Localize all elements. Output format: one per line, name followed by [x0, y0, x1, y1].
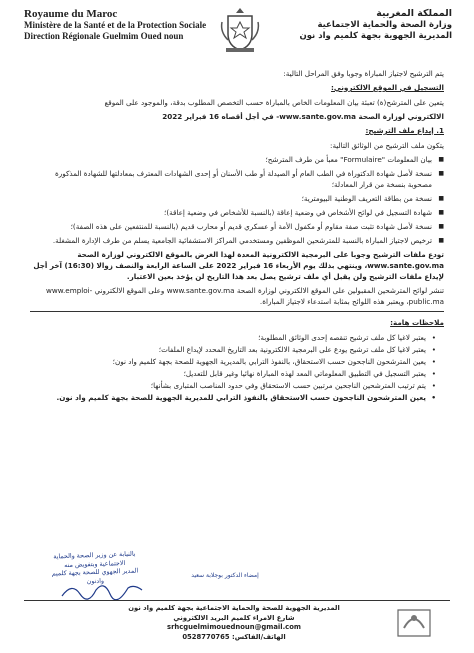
header-fr-line2: Ministère de la Santé et de la Protection Sociale — [24, 20, 207, 30]
header-french — [24, 8, 214, 42]
header-ar-line2: وزارة الصحة والحماية الاجتماعية — [317, 20, 452, 30]
publish-text: تنشر لوائح المترشحين المقبولين على الموقع الالكتروني لوزارة الصحة www.sante.gov.ma وعلى الموقع الالكتروني www.emploi-public.ma، ويعتبر هذه اللوائح بمثابة استدعاء لاجتياز المباراة. — [46, 286, 444, 306]
list-item: • يعين المترشحون الناجحون حسب الاستحقاق بالنفوذ الترابي للمديرية الجهوية للصحة بجهة كلميم واد نون. — [30, 392, 444, 403]
list-item: • يعتبر التسجيل في التطبيق المعلوماتي المعد لهذه المباراة نهائيا وغير قابل للتعديل؛ — [30, 368, 444, 379]
footer-line1: المديرية الجهوية للصحة والحماية الاجتماعية بجهة كلميم واد نون — [128, 604, 340, 612]
intro-text: يتم الترشيح لاجتياز المباراة وجوبا وفق المراحل التالية: — [283, 69, 444, 78]
header-fr-line1: Royaume du Maroc — [24, 8, 118, 20]
step2-title: 1. إيداع ملف الترشيح: — [365, 126, 444, 135]
stamp-line3: المدير الجهوي للصحة بجهة كلميم — [51, 567, 139, 578]
footer-line3: الهاتف/الفاكس: 0528770765 — [182, 632, 286, 641]
signature-caption: إمضاء الدكتور بوجلابة سعيد — [191, 572, 259, 579]
list-item: ■ نسخة لأصل شهادة الدكتوراة في الطب العام أو الصيدلة أو طب الأسنان أو إحدى الشهادات المعترف بمعادلتها للشهادة المذكورة مصحوبة بنسخة من قرار المعادلة؛ — [30, 168, 444, 190]
list-item: • يعين المترشحون الناجحون حسب الاستحقاق، بالنفوذ الترابي بالمديرية الجهوية للصحة بجهة كلميم واد نون؛ — [30, 356, 444, 367]
step1-title: التسجيل في الموقع الالكتروني: — [331, 83, 444, 92]
list-item: • يتم ترتيب المترشحين الناجحين مرتبين حسب الاستحقاق وفي حدود المناصب المتبارى بشأنها؛ — [30, 380, 444, 391]
documents-list — [30, 154, 444, 246]
list-item: ■ ترخيص لاجتياز المباراة بالنسبة للمترشحين الموظفين ومستخدمي المراكز الاستشفائية الجامعية يسلم من طرف الإدارة المشغلة. — [30, 235, 444, 246]
deposit-text: تودع ملفات الترشيح وجوبا على البرمجية الالكترونية المعدة لهذا الغرض بالموقع الالكتروني لوزارة الصحة www.sante.gov.ma، وينتهي بذلك يوم الأربعاء 16 فبراير 2022 على الساعة الرابعة والنصف زوالا (16:30) آخر أجل لإيداع ملفات الترشيح ولن يقبل أي ملف ترشيح يصل بعد هذا التاريخ لن يؤخذ بعين الاعتبار. — [33, 250, 444, 281]
header-ar-line1: المملكة المغربية — [376, 8, 452, 19]
notes-title: ملاحظات هامة: — [390, 318, 444, 327]
list-item: ■ نسخة من بطاقة التعريف الوطنية البيومترية؛ — [30, 193, 444, 204]
list-item: ■ شهادة التسجيل في لوائح الأشخاص في وضعية إعاقة (بالنسبة للأشخاص في وضعية إعاقة)؛ — [30, 207, 444, 218]
header-fr-line3: Direction Régionale Guelmim Oued noun — [24, 31, 184, 41]
header-ar-line3: المديرية الجهوية بجهة كلميم واد نون — [299, 31, 452, 41]
notes-section — [30, 311, 444, 403]
step1-text-b: الالكتروني لوزارة الصحة www.sante.gov.ma- في أجل أقصاه 16 فبراير 2022 — [162, 112, 444, 121]
stamp-line2: الاجتماعية وبتفويض منه — [64, 559, 126, 569]
document-body — [30, 68, 444, 404]
stamp-line4: وادنون — [86, 577, 105, 585]
list-item: • يعتبر لاغيا كل ملف ترشيح يودع على البرمجية الالكترونية بعد التاريخ المحدد لإيداع الملفات؛ — [30, 344, 444, 355]
step1-text-a: يتعين على المترشح(ة) تعبئة بيان المعلومات الخاص بالمباراة حسب التخصص المطلوب بدقة، والموجود على الموقع — [104, 98, 444, 107]
footer-divider — [24, 600, 450, 601]
list-item: ■ نسخة لأصل شهادة تثبت صفة مقاوم أو مكفول الأمة أو عسكري قديم أو محارب قديم (بالنسبة للمنتفعين على هذه الصفة)؛ — [30, 221, 444, 232]
footer-line2: شارع الامراء كلميم البريد الالكتروني srhcguelmimouednoun@gmail.com — [167, 613, 301, 631]
stamp-line1: بالنيابة عن وزير الصحة والحماية — [53, 550, 136, 561]
ministry-logo-icon — [394, 606, 434, 640]
footer-text — [114, 604, 354, 642]
coat-of-arms-icon — [218, 6, 262, 54]
list-item: ■ بيان المعلومات "Formulaire" معبأ من طرف المترشح؛ — [30, 154, 444, 165]
header-arabic — [272, 8, 452, 42]
list-item: • يعتبر لاغيا كل ملف ترشيح تنقصه إحدى الوثائق المطلوبة؛ — [30, 332, 444, 343]
step2-intro: يتكون ملف الترشيح من الوثائق التالية: — [330, 141, 444, 150]
